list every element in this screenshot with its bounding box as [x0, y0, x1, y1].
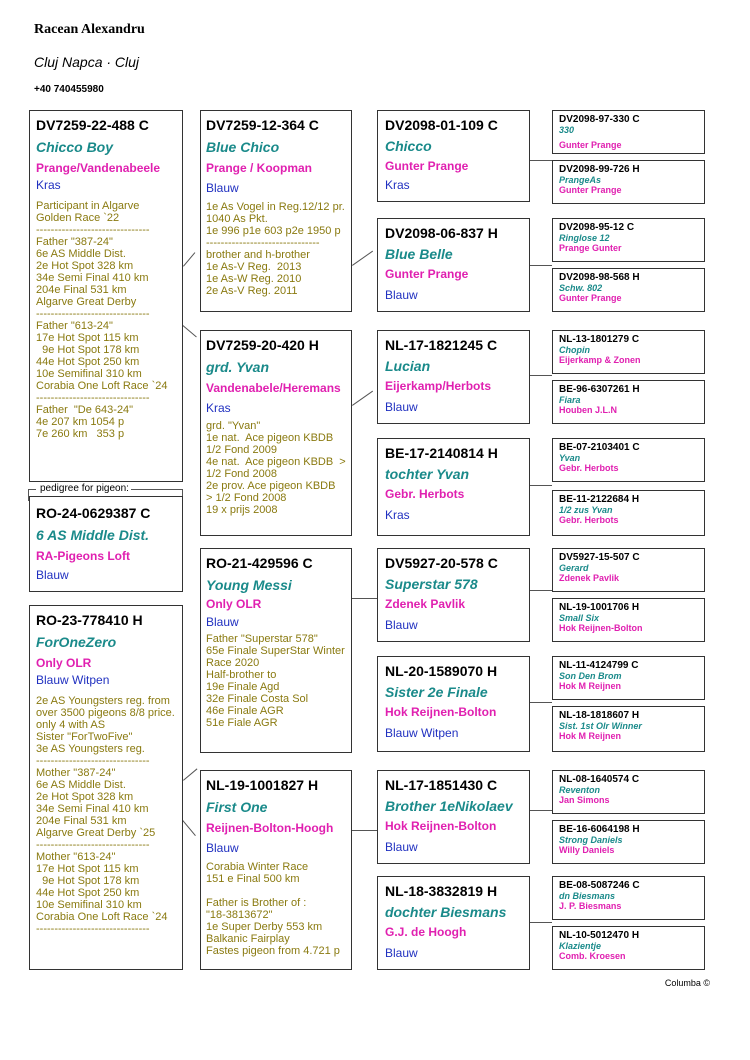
gen5-ring: BE-08-5087246 C	[559, 880, 640, 891]
gen5-card[interactable]	[552, 706, 705, 752]
ggp-color: Blauw	[385, 288, 418, 302]
gen5-breeder: Comb. Kroesen	[559, 951, 626, 961]
owner-name: Racean Alexandru	[34, 22, 145, 37]
grandparent-name: Blue Chico	[206, 139, 280, 155]
great-grandparent-card[interactable]	[377, 656, 530, 752]
gen5-breeder: Gunter Prange	[559, 140, 622, 150]
gen5-name: Schw. 802	[559, 283, 603, 293]
grandparent-breeder: Only OLR	[206, 597, 262, 611]
ggp-breeder: Zdenek Pavlik	[385, 597, 466, 611]
gen5-card[interactable]	[552, 160, 705, 204]
gen5-name: 330	[559, 125, 575, 135]
ggp-ring: NL-18-3832819 H	[385, 883, 498, 899]
grandparent-ring: RO-21-429596 C	[206, 555, 313, 571]
grandparent-ring: DV7259-12-364 C	[206, 117, 319, 133]
ggp-name: Sister 2e Finale	[385, 684, 488, 700]
grandparent-card[interactable]	[200, 548, 352, 753]
ggp-breeder: Gunter Prange	[385, 267, 469, 281]
gen5-card[interactable]	[552, 598, 705, 642]
ggp-name: Brother 1eNikolaev	[385, 798, 513, 814]
ggp-breeder: Hok Reijnen-Bolton	[385, 705, 497, 719]
gen5-ring: BE-96-6307261 H	[559, 384, 640, 395]
father-ring: DV7259-22-488 C	[36, 117, 149, 133]
gen5-card[interactable]	[552, 876, 705, 920]
father-breeder: Prange/Vandenabeele	[36, 161, 161, 175]
grandparent-color: Blauw	[206, 841, 239, 855]
grandparent-info: 1e As Vogel in Reg.12/12 pr. 1040 As Pkt. 1e 996 p1e 603 p2e 1950 p ------------------------------- brother and h-brother 1e As-V Reg. 2013 1e As-W Reg. 2010 2e As-V Reg. 2011	[206, 201, 345, 297]
gen5-breeder: Hok M Reijnen	[559, 731, 622, 741]
grandparent-info: Corabia Winter Race 151 e Final 500 km Father is Brother of : "18-3813672" 1e Super Derby 553 km Balkanic Fairplay Fastes pigeon from 4.721 p	[206, 861, 340, 957]
gen5-name: Son Den Brom	[559, 671, 622, 681]
gen5-ring: BE-07-2103401 C	[559, 442, 640, 453]
ggp-color: Blauw Witpen	[385, 726, 459, 740]
gen5-name: PrangeAs	[559, 175, 602, 185]
gen5-breeder: Gebr. Herbots	[559, 463, 619, 473]
gen5-ring: BE-16-6064198 H	[559, 824, 640, 835]
ggp-color: Blauw	[385, 840, 418, 854]
gen5-breeder: Zdenek Pavlik	[559, 573, 620, 583]
gen5-ring: NL-19-1001706 H	[559, 602, 640, 613]
gen5-ring: NL-18-1818607 H	[559, 710, 640, 721]
gen5-card[interactable]	[552, 820, 705, 864]
ggp-ring: NL-17-1851430 C	[385, 777, 498, 793]
ggp-name: Superstar 578	[385, 576, 478, 592]
subject-ring: RO-24-0629387 C	[36, 505, 151, 521]
ggp-breeder: Eijerkamp/Herbots	[385, 379, 492, 393]
father-color: Kras	[36, 178, 61, 192]
great-grandparent-card[interactable]	[377, 770, 530, 864]
gen5-breeder: Houben J.L.N	[559, 405, 617, 415]
gen5-card[interactable]	[552, 330, 705, 374]
ggp-name: dochter Biesmans	[385, 904, 507, 920]
grandparent-card[interactable]	[200, 770, 352, 970]
gen5-card[interactable]	[552, 380, 705, 424]
gen5-card[interactable]	[552, 490, 705, 536]
owner-phone: +40 740455980	[34, 84, 104, 95]
subject-breeder: RA-Pigeons Loft	[36, 549, 130, 563]
grandparent-ring: NL-19-1001827 H	[206, 777, 319, 793]
grandparent-name: First One	[206, 799, 268, 815]
grandparent-info: grd. "Yvan" 1e nat. Ace pigeon KBDB 1/2 Fond 2009 4e nat. Ace pigeon KBDB > 1/2 Fond 2008 2e prov. Ace pigeon KBDB > 1/2 Fond 2008 19 x prijs 2008	[206, 420, 346, 516]
mother-info: 2e AS Youngsters reg. from over 3500 pigeons 8/8 price. only 4 with AS Sister "ForTwoFive" 3e AS Youngsters reg. ------------------------------- Mother "387-24" 6e AS Middle Dist. 2e Hot Spot 328 km 34e Semi Final 410 km 204e Final 531 km Algarve Great Derby `25 ------------------------------- Mother "613-24" 17e Hot Spot 115 km 9e Hot Spot 178 km 44e Hot Spot 250 km 10e Semifinal 310 km Corabia One Loft Race `24 -------------------------------	[36, 695, 175, 935]
gen5-name: Yvan	[559, 453, 581, 463]
grandparent-name: Young Messi	[206, 577, 292, 593]
ggp-name: Chicco	[385, 138, 432, 154]
ggp-ring: NL-17-1821245 C	[385, 337, 498, 353]
gen5-ring: BE-11-2122684 H	[559, 494, 640, 505]
ggp-color: Blauw	[385, 400, 418, 414]
gen5-card[interactable]	[552, 110, 705, 154]
gen5-card[interactable]	[552, 656, 705, 700]
grandparent-breeder: Reijnen-Bolton-Hoogh	[206, 821, 334, 835]
ggp-color: Blauw	[385, 618, 418, 632]
mother-name: ForOneZero	[36, 634, 117, 650]
gen5-card[interactable]	[552, 438, 705, 482]
grandparent-info: Father "Superstar 578" 65e Finale SuperStar Winter Race 2020 Half-brother to 19e Finale Agd 32e Finale Costa Sol 46e Finale AGR 51e Fiale AGR	[206, 633, 345, 729]
gen5-card[interactable]	[552, 548, 705, 592]
mother-breeder: Only OLR	[36, 656, 92, 670]
ggp-color: Kras	[385, 508, 410, 522]
pedigree-label: pedigree for pigeon:	[40, 483, 129, 494]
father-name: Chicco Boy	[36, 139, 114, 155]
mother-card[interactable]	[29, 605, 183, 970]
grandparent-color: Blauw	[206, 615, 239, 629]
grandparent-card[interactable]	[200, 330, 352, 536]
gen5-breeder: Gunter Prange	[559, 185, 622, 195]
gen5-breeder: Eijerkamp & Zonen	[559, 355, 641, 365]
grandparent-card[interactable]	[200, 110, 352, 312]
great-grandparent-card[interactable]	[377, 876, 530, 970]
ggp-breeder: Hok Reijnen-Bolton	[385, 819, 497, 833]
gen5-name: Strong Daniels	[559, 835, 623, 845]
ggp-breeder: Gebr. Herbots	[385, 487, 465, 501]
gen5-ring: NL-13-1801279 C	[559, 334, 640, 345]
grandparent-color: Kras	[206, 401, 231, 415]
father-info: Participant in Algarve Golden Race `22 ------------------------------- Father "387-24" 6e AS Middle Dist. 2e Hot Spot 328 km 34e Semi Final 410 km 204e Final 531 km Algarve Great Derby ------------------------------- Father "613-24" 17e Hot Spot 115 km 9e Hot Spot 178 km 44e Hot Spot 250 km 10e Semifinal 310 km Corabia One Loft Race `24 ------------------------------- Father "De 643-24" 4e 207 km 1054 p 7e 260 km 353 p	[36, 200, 168, 440]
gen5-breeder: Prange Gunter	[559, 243, 622, 253]
ggp-name: Lucian	[385, 358, 431, 374]
ggp-breeder: G.J. de Hoogh	[385, 925, 467, 939]
gen5-name: 1/2 zus Yvan	[559, 505, 613, 515]
gen5-card[interactable]	[552, 268, 705, 312]
gen5-ring: DV5927-15-507 C	[559, 552, 640, 563]
ggp-ring: DV5927-20-578 C	[385, 555, 498, 571]
ggp-ring: DV2098-01-109 C	[385, 117, 498, 133]
grandparent-name: grd. Yvan	[206, 359, 270, 375]
ggp-ring: BE-17-2140814 H	[385, 445, 498, 461]
gen5-name: Small Six	[559, 613, 600, 623]
gen5-breeder: Gunter Prange	[559, 293, 622, 303]
gen5-ring: DV2098-98-568 H	[559, 272, 640, 283]
ggp-ring: DV2098-06-837 H	[385, 225, 498, 241]
gen5-ring: NL-11-4124799 C	[559, 660, 639, 671]
gen5-name: Ringlose 12	[559, 233, 610, 243]
ggp-name: tochter Yvan	[385, 466, 470, 482]
gen5-ring: NL-10-5012470 H	[559, 930, 640, 941]
footer-copyright: Columba ©	[664, 978, 710, 988]
gen5-ring: DV2098-95-12 C	[559, 222, 635, 233]
mother-ring: RO-23-778410 H	[36, 612, 143, 628]
ggp-color: Kras	[385, 178, 410, 192]
great-grandparent-card[interactable]	[377, 330, 530, 424]
owner-city: Cluj Napca · Cluj	[34, 54, 140, 70]
gen5-name: Sist. 1st Olr Winner	[559, 721, 642, 731]
grandparent-breeder: Prange / Koopman	[206, 161, 313, 175]
gen5-ring: DV2098-99-726 H	[559, 164, 640, 175]
gen5-card[interactable]	[552, 770, 705, 814]
gen5-breeder: Willy Daniels	[559, 845, 615, 855]
great-grandparent-card[interactable]	[377, 438, 530, 536]
ggp-color: Blauw	[385, 946, 418, 960]
gen5-ring: NL-08-1640574 C	[559, 774, 640, 785]
gen5-name: dn Biesmans	[559, 891, 616, 901]
great-grandparent-card[interactable]	[377, 548, 530, 642]
father-card[interactable]	[29, 110, 183, 482]
subject-color: Blauw	[36, 568, 69, 582]
grandparent-ring: DV7259-20-420 H	[206, 337, 319, 353]
ggp-name: Blue Belle	[385, 246, 453, 262]
gen5-card[interactable]	[552, 218, 705, 262]
ggp-ring: NL-20-1589070 H	[385, 663, 498, 679]
gen5-breeder: Gebr. Herbots	[559, 515, 619, 525]
gen5-ring: DV2098-97-330 C	[559, 114, 640, 125]
gen5-name: Reventon	[559, 785, 601, 795]
gen5-card[interactable]	[552, 926, 705, 970]
mother-color: Blauw Witpen	[36, 673, 110, 687]
gen5-name: Klazientje	[559, 941, 602, 951]
gen5-breeder: Hok Reijnen-Bolton	[559, 623, 643, 633]
gen5-breeder: J. P. Biesmans	[559, 901, 622, 911]
grandparent-breeder: Vandenabele/Heremans	[206, 381, 341, 395]
gen5-breeder: Jan Simons	[559, 795, 610, 805]
gen5-breeder: Hok M Reijnen	[559, 681, 622, 691]
ggp-breeder: Gunter Prange	[385, 159, 469, 173]
subject-name: 6 AS Middle Dist.	[36, 527, 150, 543]
great-grandparent-card[interactable]	[377, 110, 530, 202]
grandparent-color: Blauw	[206, 181, 239, 195]
gen5-name: Gerard	[559, 563, 589, 573]
gen5-name: Chopin	[559, 345, 590, 355]
gen5-name: Fiara	[559, 395, 581, 405]
subject-card[interactable]	[29, 496, 183, 592]
great-grandparent-card[interactable]	[377, 218, 530, 312]
